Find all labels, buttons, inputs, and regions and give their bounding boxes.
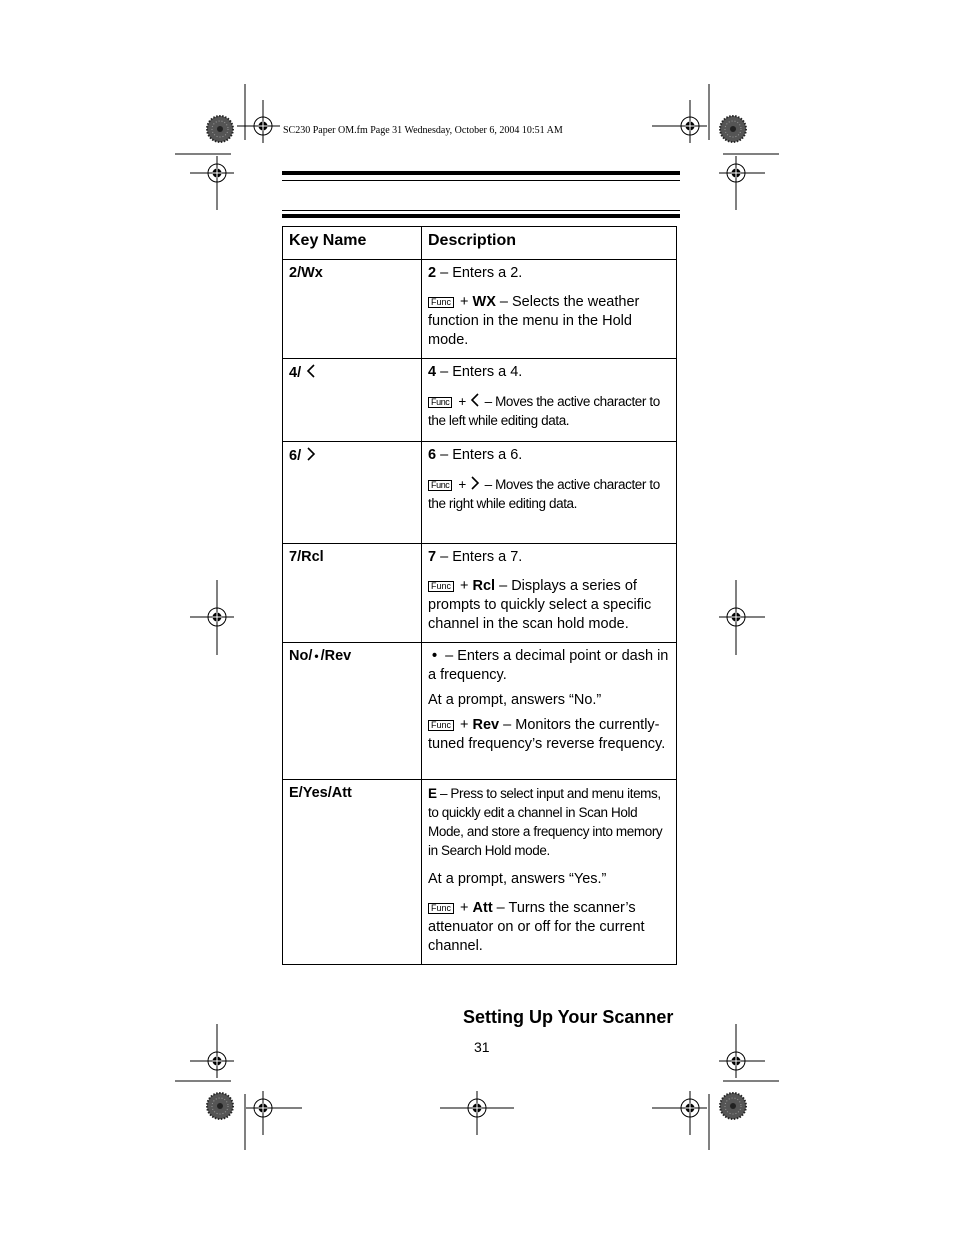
key-name: 7/Rcl (289, 549, 324, 565)
key-name: 4/ (289, 365, 302, 381)
description-cell (422, 643, 677, 780)
crop-mark (652, 84, 779, 210)
table-top-rule-thick (282, 214, 680, 218)
key-name: /Rev (320, 648, 352, 664)
func-key-icon: Func (428, 903, 454, 914)
section-title: Setting Up Your Scanner (463, 1007, 674, 1027)
description-cell (422, 442, 677, 544)
key-name-cell (283, 544, 422, 643)
key-name: 2/Wx (289, 265, 323, 281)
description-text: – Enters a decimal point or dash in a frequency. (428, 648, 669, 683)
table-row (283, 643, 677, 780)
key-bold: E (428, 786, 437, 801)
description-text: – Press to select input and menu items, to quickly edit a channel in Scan Hold Mode, and store a frequency into memory in Search Hold mode. (428, 786, 663, 858)
description-cell (422, 544, 677, 643)
table-row (283, 442, 677, 544)
crop-mark (175, 1024, 302, 1150)
table-top-rule-thin (282, 210, 680, 211)
description-cell (422, 359, 677, 442)
table-row (283, 359, 677, 442)
chevron-left-icon (305, 363, 317, 379)
description-text: At a prompt, answers “Yes.” (428, 871, 607, 887)
description-cell (422, 780, 677, 965)
key-bold: 7 (428, 549, 437, 565)
crop-mark (719, 580, 765, 655)
description-text: – Enters a 7. (436, 549, 523, 565)
description-text: – Selects the weather function in the menu in the Hold mode. (428, 294, 640, 348)
func-key-icon: Func (428, 720, 454, 731)
key-bold: WX (472, 294, 496, 310)
description-text: – Displays a series of prompts to quickly select a specific channel in the scan hold mode. (428, 578, 652, 632)
key-bold: Att (472, 900, 493, 916)
description-text: – Moves the active character to the left while editing data. (428, 394, 660, 428)
page-number: 31 (474, 1039, 490, 1055)
plus-sign: + (460, 900, 469, 916)
table-row (283, 260, 677, 359)
file-header: SC230 Paper OM.fm Page 31 Wednesday, October 6, 2004 10:51 AM (283, 125, 563, 136)
key-name-cell (283, 260, 422, 359)
crop-mark (190, 580, 234, 655)
key-table (282, 226, 677, 965)
column-header-key: Key Name (283, 227, 422, 260)
key-name-cell (283, 442, 422, 544)
description-text: – Monitors the currently-tuned frequency’s reverse frequency. (428, 717, 666, 752)
key-bold: Rcl (472, 578, 496, 594)
crop-mark (175, 84, 280, 210)
key-name-cell (283, 780, 422, 965)
key-name-cell (283, 643, 422, 780)
key-bold: 6 (428, 447, 437, 463)
plus-sign: + (458, 394, 466, 409)
crop-mark (652, 1024, 779, 1150)
description-cell (422, 260, 677, 359)
description-text: At a prompt, answers “No.” (428, 692, 602, 708)
column-header-description: Description (422, 227, 677, 260)
key-name-cell (283, 359, 422, 442)
key-name: E/Yes/Att (289, 785, 352, 801)
table-row (283, 780, 677, 965)
header-rule-thick (282, 171, 680, 175)
chevron-left-icon (469, 392, 481, 408)
plus-sign: + (460, 578, 469, 594)
crop-mark (440, 1091, 514, 1135)
table-row (283, 544, 677, 643)
key-name: No/ (289, 648, 313, 664)
description-text: – Turns the scanner’s attenuator on or off for the current channel. (428, 900, 645, 954)
plus-sign: + (460, 717, 469, 733)
description-text: – Enters a 6. (436, 447, 523, 463)
bullet-icon: • (314, 649, 319, 663)
func-key-icon: Func (428, 297, 454, 308)
table-header-row (283, 227, 677, 260)
key-bold: 2 (428, 265, 437, 281)
plus-sign: + (460, 294, 469, 310)
description-text: – Enters a 4. (436, 364, 523, 380)
key-name: 6/ (289, 448, 302, 464)
key-bold: 4 (428, 364, 437, 380)
func-key-icon: Func (428, 397, 452, 408)
description-text: – Moves the active character to the right while editing data. (428, 477, 660, 511)
chevron-right-icon (469, 475, 481, 491)
bullet-icon: • (432, 648, 438, 664)
header-rule-thin (282, 180, 680, 181)
func-key-icon: Func (428, 480, 452, 491)
description-text: – Enters a 2. (436, 265, 523, 281)
chevron-right-icon (305, 446, 317, 462)
func-key-icon: Func (428, 581, 454, 592)
key-bold: Rev (472, 717, 500, 733)
plus-sign: + (458, 477, 466, 492)
